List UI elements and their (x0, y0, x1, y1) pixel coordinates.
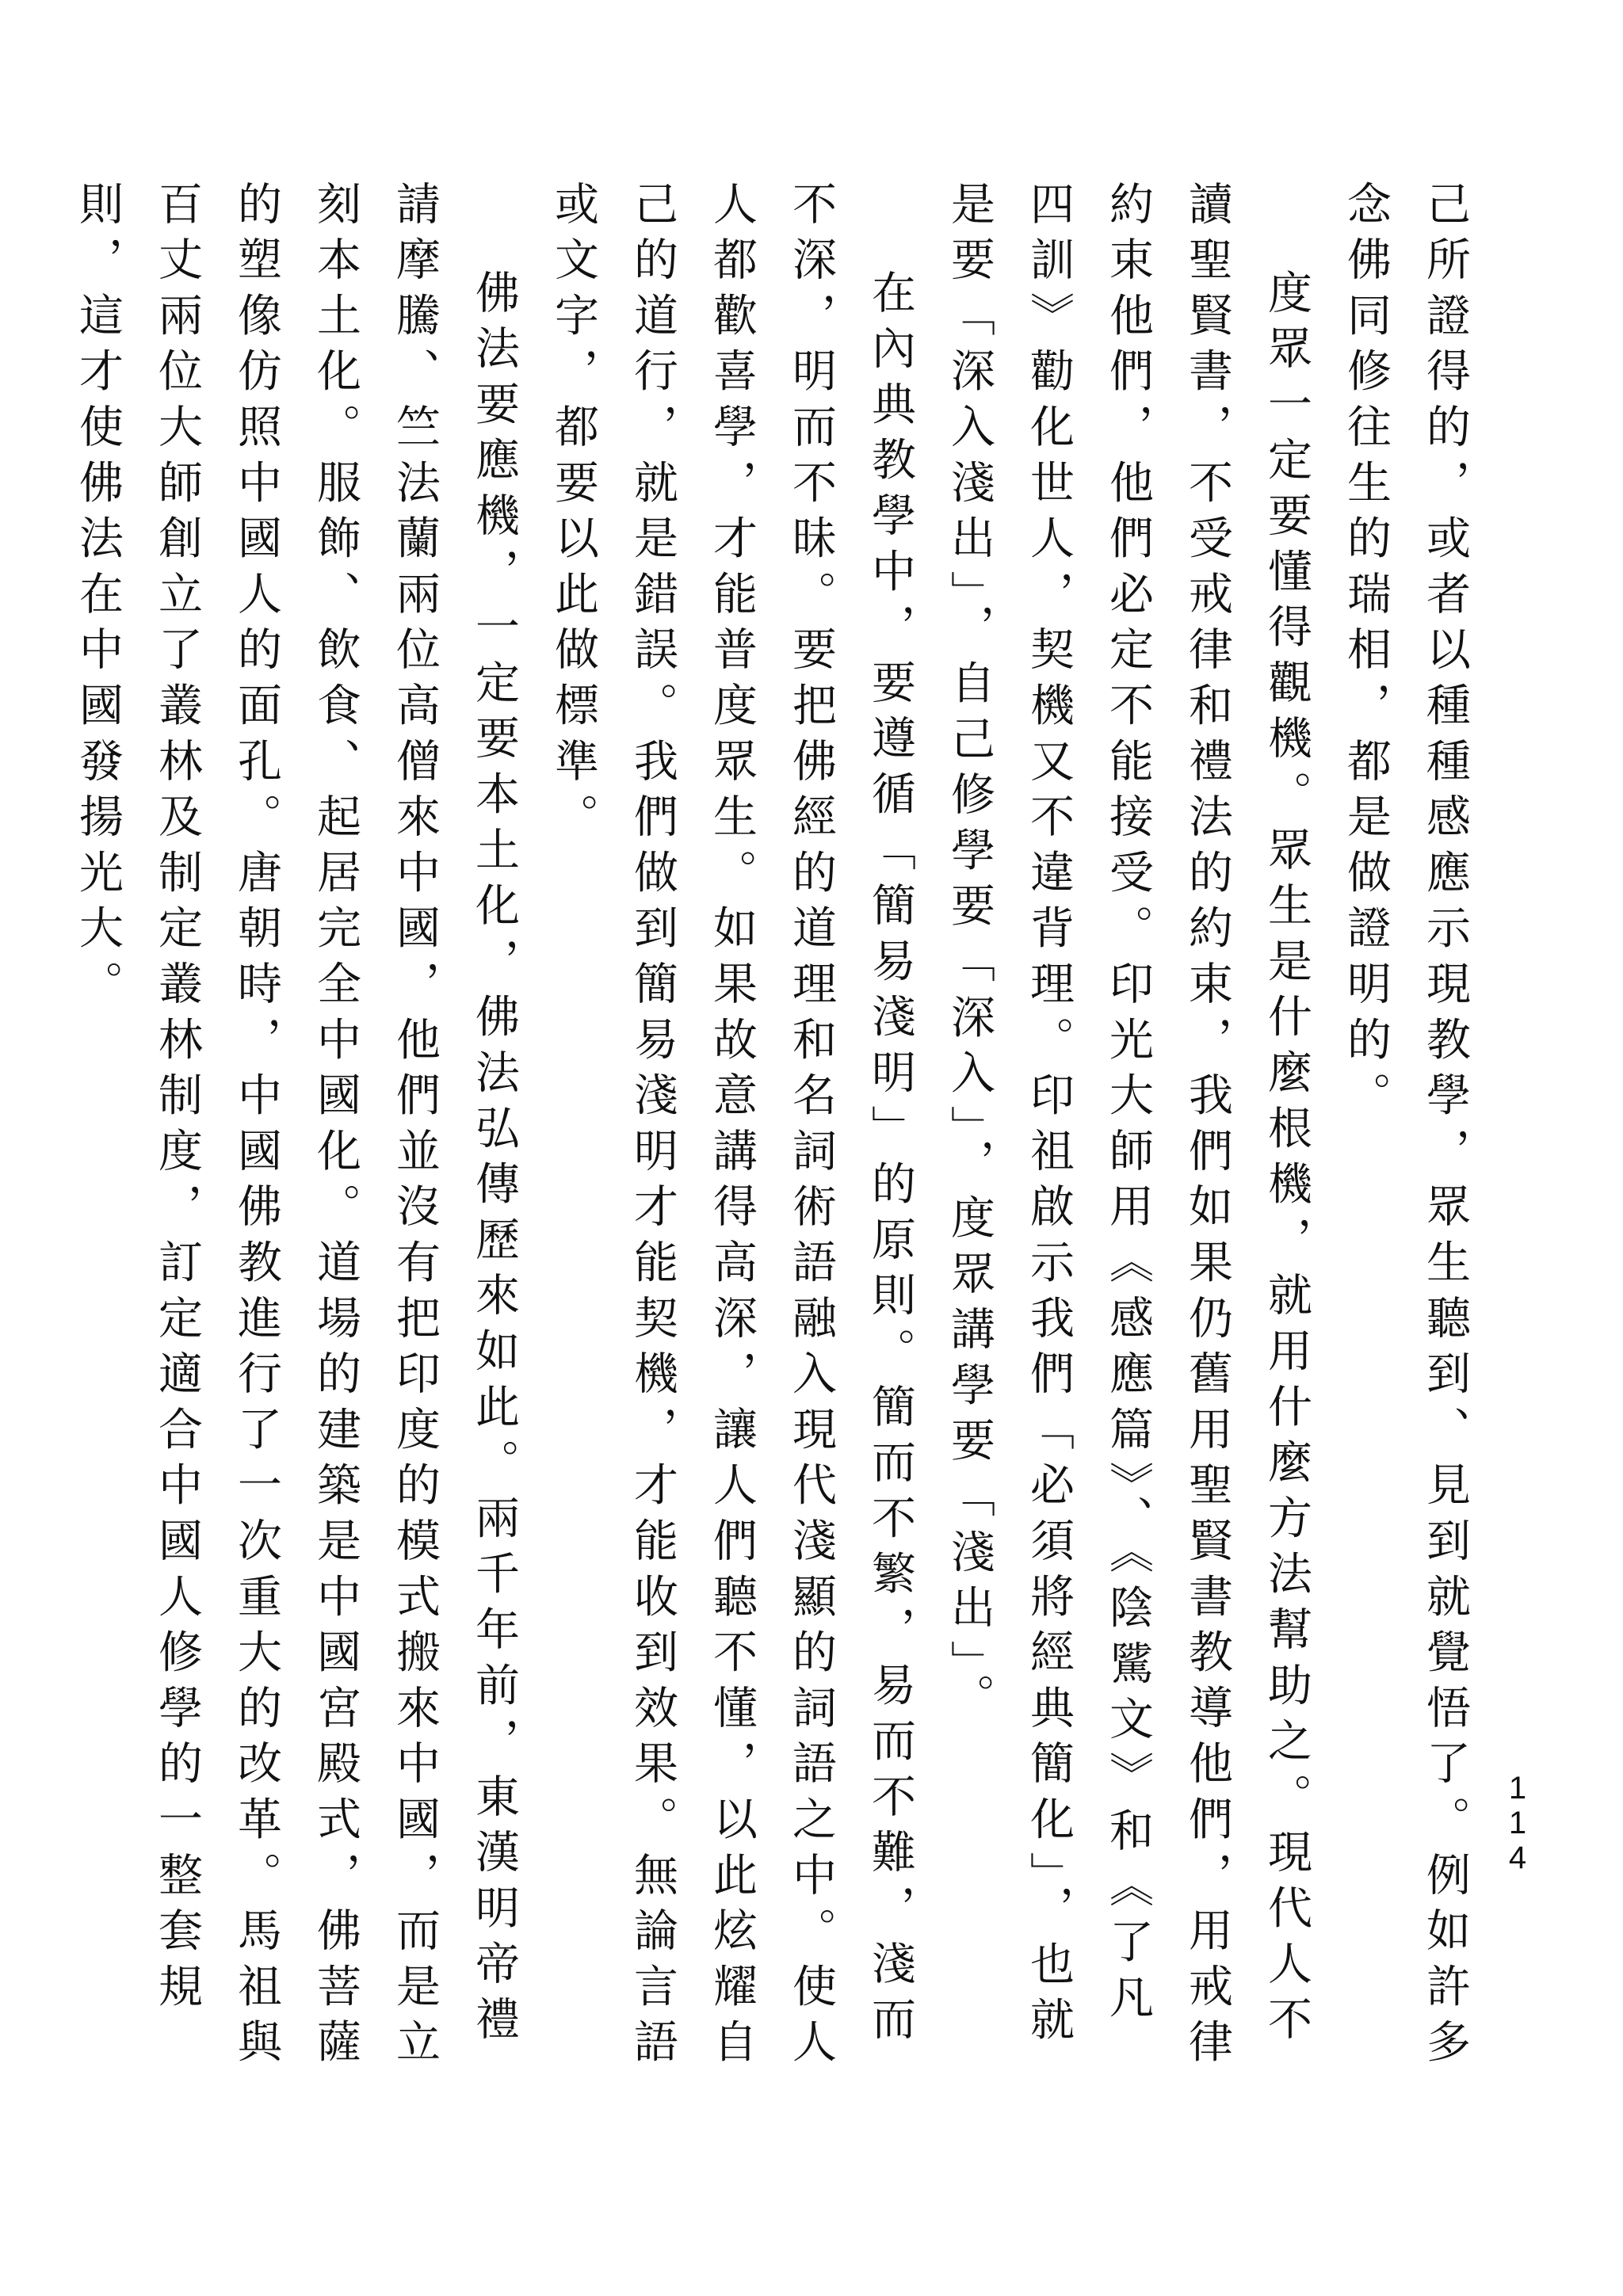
page-number: 114 (1500, 1771, 1535, 1875)
paragraph-observing-capacity: 度眾一定要懂得觀機。眾生是什麼根機，就用什麼方法幫助之。現代人不讀聖賢書，不受戒律和禮法的約束，我們如果仍舊用聖賢書教導他們，用戒律約束他們，他們必定不能接受。印光大師用《感應篇》、《陰騭文》和《了凡四訓》勸化世人，契機又不違背理。印祖啟示我們「必須將經典簡化」，也就是要「深入淺出」，自己修學要「深入」，度眾講學要「淺出」。 (944, 181, 1312, 2075)
paragraph-localization: 佛法要應機，一定要本土化，佛法弘傳歷來如此。兩千年前，東漢明帝禮請摩騰、竺法蘭兩位高僧來中國，他們並沒有把印度的模式搬來中國，而是立刻本土化。服飾、飲食、起居完全中國化。道場的建築是中國宮殿式，佛菩薩的塑像仿照中國人的面孔。唐朝時，中國佛教進行了一次重大的改革。馬祖與百丈兩位大師創立了叢林及制定叢林制度，訂定適合中國人修學的一整套規則，這才使佛法在中國發揚光大。 (72, 181, 520, 2075)
body-text (58, 181, 1484, 2082)
paragraph-simple-clear: 在內典教學中，要遵循「簡易淺明」的原則。簡而不繁，易而不難，淺而不深，明而不昧。要把佛經的道理和名詞術語融入現代淺顯的詞語之中。使人人都歡喜學，才能普度眾生。如果故意講得高深，讓人們聽不懂，以此炫耀自己的道行，就是錯誤。我們做到簡易淺明才能契機，才能收到效果。無論言語或文字，都要以此做標準。 (548, 181, 916, 2075)
paragraph-continuation: 己所證得的，或者以種種感應示現教學，眾生聽到、見到就覺悟了。例如許多念佛同修往生的瑞相，都是做證明的。 (1340, 181, 1471, 2075)
